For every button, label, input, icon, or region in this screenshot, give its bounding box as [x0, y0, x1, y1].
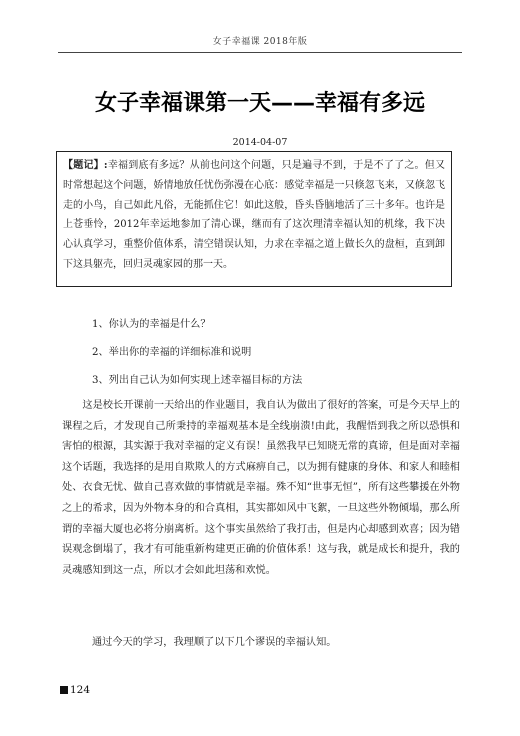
article-title: 女子幸福课第一天——幸福有多远 — [94, 91, 425, 116]
body-paragraph: 这是校长开课前一天给出的作业题目，我自认为做出了很好的答案，可是今天早上的课程之后，才发现自己所秉持的幸福观基本是全线崩溃!由此，我醒悟到我之所以恐惧和害怕的根源，其实源于我对幸福的定义有误！虽然我早已知晓无常的真谛，但是面对幸福这个话题，我选择的是用自欺欺人的方式麻痹自己，以为拥有健康的身体、和家人和睦相处、衣食无忧、做自己喜欢做的事情就是幸福。殊不知“世事无恒”，所有这些攀援在外物之上的希求，因为外物本身的和合真相，其实都如风中飞絮，一旦这些外物倾塌，那么所谓的幸福大厦也必将分崩离析。这个事实虽然给了我打击，但是内心却感到欢喜；因为错误观念倒塌了，我才有可能重新构建更正确的价值体系！这与我，就是成长和提升，我的灵魂感知到这一点，所以才会如此坦荡和欢悦。 — [62, 400, 460, 576]
article-date: 2014-04-07 — [232, 137, 288, 148]
question-list — [92, 318, 472, 402]
question-item: 3、列出自己认为如何实现上述幸福目标的方法 — [92, 375, 303, 386]
page-marker-square — [60, 686, 68, 694]
epigraph-label: 【题记】: — [63, 160, 108, 171]
page-number — [60, 684, 90, 696]
page-number-text: 124 — [70, 684, 91, 696]
epigraph-box — [56, 151, 452, 287]
closing-paragraph: 通过今天的学习，我理顺了以下几个谬误的幸福认知。 — [92, 637, 337, 648]
question-item: 1、你认为的幸福是什么？ — [92, 319, 211, 330]
epigraph-text: 幸福到底有多远？从前也问这个问题，只是遍寻不到，于是不了了之。但又时常想起这个问题，娇情地放任忧伤弥漫在心底：感觉幸福是一只倏忽飞来，又倏忽飞走的小鸟，自己如此凡俗，无能抓住它！如此这般，昏头昏脑地活了三十多年。也许是上苍垂怜，2012年幸运地参加了清心课，继而有了这次理清幸福认知的机缘，我下决心认真学习，重整价值体系，清空错误认知，力求在幸福之道上做长久的盘桓，直到卸下这具躯壳，回归灵魂家园的那一天。 — [63, 160, 445, 270]
running-header: 女子幸福课 2018年版 — [212, 37, 308, 47]
question-item: 2、举出你的幸福的详细标准和说明 — [92, 347, 252, 358]
header-divider — [58, 52, 462, 53]
